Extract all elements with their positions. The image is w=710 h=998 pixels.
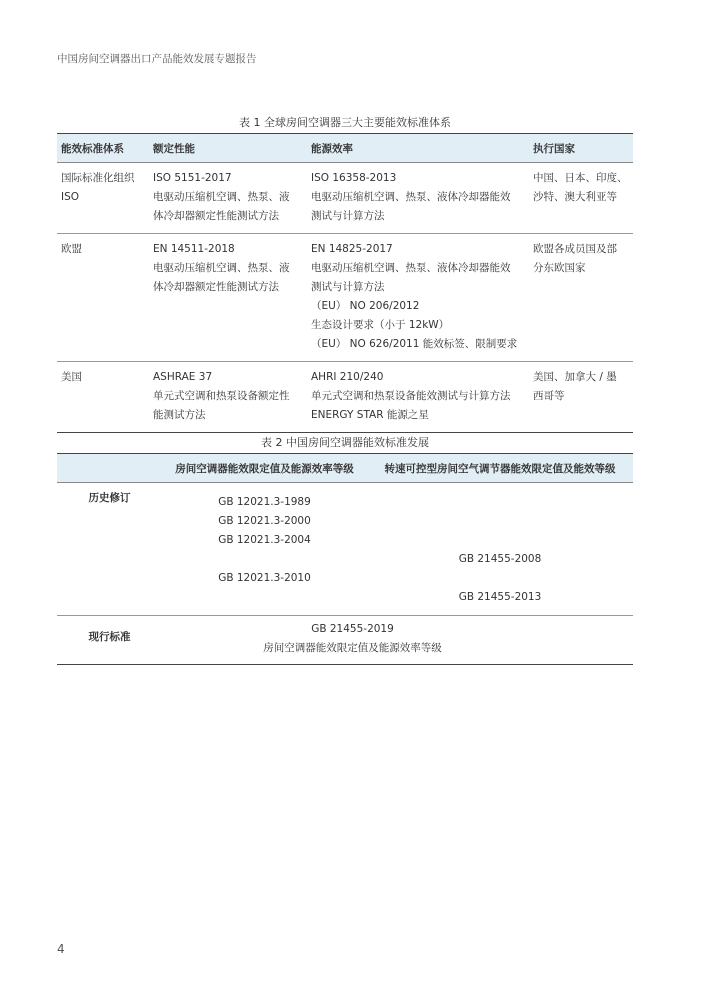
cell-line: 西哥等 xyxy=(533,390,565,402)
table1-cell-rated xyxy=(149,163,307,234)
current-standard xyxy=(162,616,633,665)
table2-header-row xyxy=(57,454,633,483)
cell-line: EN 14511-2018 xyxy=(153,243,235,255)
table1-row xyxy=(57,163,633,234)
table1-header-efficiency: 能源效率 xyxy=(307,134,529,163)
cell-line: AHRI 210/240 xyxy=(311,371,384,383)
cell-line: ENERGY STAR 能源之星 xyxy=(311,409,429,421)
table1-header-countries: 执行国家 xyxy=(529,134,633,163)
table1-cell-efficiency xyxy=(307,234,529,362)
cell-line: ISO xyxy=(61,191,80,203)
cell-line: （EU） NO 626/2011 能效标签、限制要求 xyxy=(311,338,518,350)
table1-cell-system xyxy=(57,234,149,362)
table1-cell-efficiency xyxy=(307,362,529,433)
table1-header-rated: 额定性能 xyxy=(149,134,307,163)
cell-line: （EU） NO 206/2012 xyxy=(311,300,420,312)
room-ac-standard: GB 12021.3-2000 xyxy=(218,515,311,527)
table1-cell-rated xyxy=(149,234,307,362)
table1-cell-system xyxy=(57,362,149,433)
table1-cell-countries xyxy=(529,362,633,433)
cell-line: ISO 5151-2017 xyxy=(153,172,232,184)
variable-speed-standard: GB 21455-2008 xyxy=(458,553,542,565)
table1-header-row xyxy=(57,134,633,163)
cell-line: 能测试方法 xyxy=(153,409,206,421)
table1-caption: 表 1 全球房间空调器三大主要能效标准体系 xyxy=(239,116,451,129)
page-number: 4 xyxy=(57,942,65,956)
cell-line: 电驱动压缩机空调、热泵、液体冷却器能效 xyxy=(311,262,511,274)
room-ac-standard xyxy=(162,588,367,616)
cell-line: 体冷却器额定性能测试方法 xyxy=(153,210,279,222)
cell-line: 电驱动压缩机空调、热泵、液 xyxy=(153,262,290,274)
table1-row xyxy=(57,362,633,433)
table1-row xyxy=(57,234,633,362)
table2-header-variable-speed: 转速可控型房间空气调节器能效限定值及能效等级 xyxy=(367,454,633,483)
table2-history-row xyxy=(57,483,633,513)
cell-line: 美国 xyxy=(61,371,82,383)
cell-line: 美国、加拿大 / 墨 xyxy=(533,371,617,383)
room-ac-standard: GB 12021.3-2010 xyxy=(218,572,311,584)
variable-speed-standard xyxy=(367,531,633,550)
cell-line: 沙特、澳大利亚等 xyxy=(533,191,617,203)
current-label: 现行标准 xyxy=(57,616,162,665)
cell-line: 电驱动压缩机空调、热泵、液 xyxy=(153,191,290,203)
cell-line: 测试与计算方法 xyxy=(311,210,385,222)
cell-line: 中国、日本、印度、 xyxy=(533,172,628,184)
cell-line: 单元式空调和热泵设备额定性 xyxy=(153,390,290,402)
table2-header-blank xyxy=(57,454,162,483)
table1-cell-efficiency xyxy=(307,163,529,234)
cell-line: 国际标准化组织 xyxy=(61,172,135,184)
variable-speed-standard xyxy=(367,483,633,513)
cell-line: 生态设计要求（小于 12kW） xyxy=(311,319,450,331)
current-standard-line: 房间空调器能效限定值及能源效率等级 xyxy=(263,642,442,654)
variable-speed-standard: GB 21455-2013 xyxy=(458,591,542,603)
cell-line: ASHRAE 37 xyxy=(153,371,213,383)
cell-line: ISO 16358-2013 xyxy=(311,172,397,184)
table2 xyxy=(57,453,633,665)
cell-line: 欧盟各成员国及部 xyxy=(533,243,617,255)
table1-cell-rated xyxy=(149,362,307,433)
table2-header-room-ac: 房间空调器能效限定值及能源效率等级 xyxy=(162,454,367,483)
table1-cell-countries xyxy=(529,234,633,362)
table2-caption: 表 2 中国房间空调器能效标准发展 xyxy=(261,436,429,449)
cell-line: 分东欧国家 xyxy=(533,262,586,274)
table1 xyxy=(57,133,633,433)
cell-line: 电驱动压缩机空调、热泵、液体冷却器能效 xyxy=(311,191,511,203)
running-head: 中国房间空调器出口产品能效发展专题报告 xyxy=(57,53,257,65)
room-ac-standard: GB 12021.3-2004 xyxy=(218,534,311,546)
table1-header-system: 能效标准体系 xyxy=(57,134,149,163)
variable-speed-standard xyxy=(367,569,633,588)
room-ac-standard: GB 12021.3-1989 xyxy=(218,496,311,508)
table2-current-row xyxy=(57,616,633,665)
variable-speed-standard xyxy=(367,512,633,531)
table1-cell-system xyxy=(57,163,149,234)
cell-line: 欧盟 xyxy=(61,243,82,255)
history-label: 历史修订 xyxy=(88,492,131,504)
current-standard-line: GB 21455-2019 xyxy=(311,623,394,635)
cell-line: 体冷却器额定性能测试方法 xyxy=(153,281,279,293)
cell-line: 单元式空调和热泵设备能效测试与计算方法 xyxy=(311,390,511,402)
cell-line: 测试与计算方法 xyxy=(311,281,385,293)
table1-cell-countries xyxy=(529,163,633,234)
room-ac-standard xyxy=(162,550,367,569)
cell-line: EN 14825-2017 xyxy=(311,243,393,255)
